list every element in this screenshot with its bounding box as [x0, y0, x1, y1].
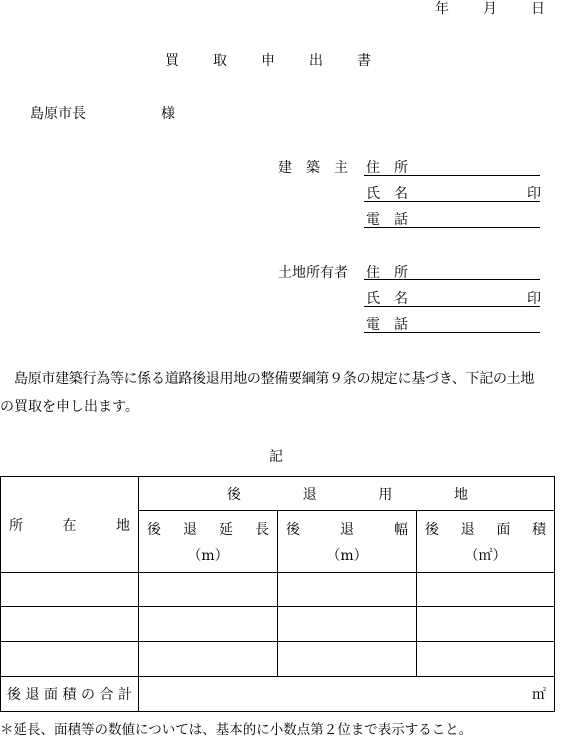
field-label: 氏: [366, 186, 380, 202]
builder-name-field: [366, 183, 540, 203]
column-unit: （m）: [187, 547, 229, 564]
header-char: 長: [255, 521, 269, 538]
builder-name-line: [364, 201, 540, 202]
title-char: 取: [213, 53, 227, 69]
field-label: 住: [366, 160, 380, 176]
total-value-cell[interactable]: [139, 677, 555, 712]
width-cell[interactable]: [278, 642, 417, 677]
column-header-width: [278, 511, 417, 573]
table-row: [1, 607, 555, 642]
builder-label-char: 築: [306, 160, 320, 176]
total-label-cell: [1, 677, 139, 712]
width-cell[interactable]: [278, 573, 417, 607]
column-header-extension: [139, 511, 278, 573]
total-char: 面: [44, 687, 58, 703]
total-char: 計: [118, 687, 132, 703]
date-month: 月: [483, 1, 497, 17]
owner-name-field: [366, 288, 540, 308]
builder-label-char: 主: [334, 160, 348, 176]
field-label: 名: [394, 186, 408, 202]
header-char: 地: [453, 486, 468, 503]
header-char: 在: [62, 517, 77, 534]
extension-cell[interactable]: [139, 607, 278, 642]
title-char: 買: [165, 53, 179, 69]
location-cell[interactable]: [1, 573, 139, 607]
title-char: 出: [309, 53, 323, 69]
extension-cell[interactable]: [139, 573, 278, 607]
column-header-area: [417, 511, 555, 573]
header-char: 延: [219, 521, 233, 538]
addressee-honorific: 様: [161, 106, 175, 122]
setback-header-cell: [139, 477, 555, 511]
header-char: 用: [378, 486, 393, 503]
location-header-cell: [1, 477, 139, 573]
date-year: 年: [435, 1, 449, 17]
header-char: 退: [302, 486, 317, 503]
field-label: 話: [394, 317, 408, 333]
total-char: 合: [99, 687, 114, 703]
header-char: 後: [286, 521, 300, 538]
builder-label: [278, 157, 348, 177]
body-text-line-2: の買取を申し出ます。: [0, 399, 139, 415]
location-cell[interactable]: [1, 607, 139, 642]
total-row: [1, 677, 555, 712]
column-unit: （㎡）: [464, 547, 507, 564]
total-unit: ㎡: [532, 687, 546, 703]
owner-name-line: [364, 306, 540, 307]
setback-land-table: [0, 476, 555, 712]
header-char: 後: [425, 521, 439, 538]
owner-phone-line: [364, 332, 540, 333]
builder-phone-field: [366, 209, 540, 229]
header-char: 後: [227, 486, 241, 503]
date-day: 日: [531, 1, 545, 17]
builder-address-field: [366, 157, 540, 177]
table-row: [1, 573, 555, 607]
field-label: 電: [366, 212, 380, 228]
builder-label-char: 建: [278, 160, 292, 176]
ki-label: 記: [269, 449, 283, 465]
header-char: 地: [116, 517, 130, 534]
location-cell[interactable]: [1, 642, 139, 677]
field-label: 氏: [366, 291, 380, 307]
header-char: 後: [147, 521, 161, 538]
width-cell[interactable]: [278, 607, 417, 642]
owner-label: 土地所有者: [278, 265, 348, 281]
owner-phone-field: [366, 314, 540, 334]
extension-cell[interactable]: [139, 642, 278, 677]
addressee-name: 島原市長: [30, 106, 86, 122]
owner-seal-mark: 印: [527, 291, 541, 307]
total-char: 積: [62, 687, 77, 703]
field-label: 所: [394, 265, 408, 281]
field-label: 住: [366, 265, 380, 281]
total-char: の: [81, 687, 95, 703]
area-cell[interactable]: [417, 607, 555, 642]
header-char: 退: [183, 521, 197, 538]
builder-phone-line: [364, 227, 540, 228]
field-label: 名: [394, 291, 408, 307]
total-char: 退: [25, 687, 40, 703]
owner-address-line: [364, 279, 540, 280]
area-cell[interactable]: [417, 642, 555, 677]
title-char: 書: [357, 53, 371, 69]
builder-address-line: [364, 175, 540, 176]
title-char: 申: [261, 53, 275, 69]
table-row: [1, 642, 555, 677]
header-char: 所: [9, 517, 23, 534]
field-label: 電: [366, 317, 380, 333]
area-cell[interactable]: [417, 573, 555, 607]
header-char: 面: [496, 521, 511, 538]
body-text-line-1: 島原市建築行為等に係る道路後退用地の整備要綱第９条の規定に基づき、下記の土地: [14, 371, 535, 387]
header-char: 退: [460, 521, 475, 538]
column-unit: （m）: [326, 547, 368, 564]
header-char: 退: [340, 521, 354, 538]
field-label: 話: [394, 212, 408, 228]
builder-seal-mark: 印: [527, 186, 541, 202]
date-line: [435, 0, 545, 18]
field-label: 所: [394, 160, 408, 176]
total-char: 後: [7, 687, 21, 703]
footnote: ＊延長、面積等の数値については、基本的に小数点第２位まで表示すること。: [0, 722, 473, 738]
header-char: 積: [531, 521, 546, 538]
header-char: 幅: [394, 521, 408, 538]
document-title: [148, 50, 388, 70]
